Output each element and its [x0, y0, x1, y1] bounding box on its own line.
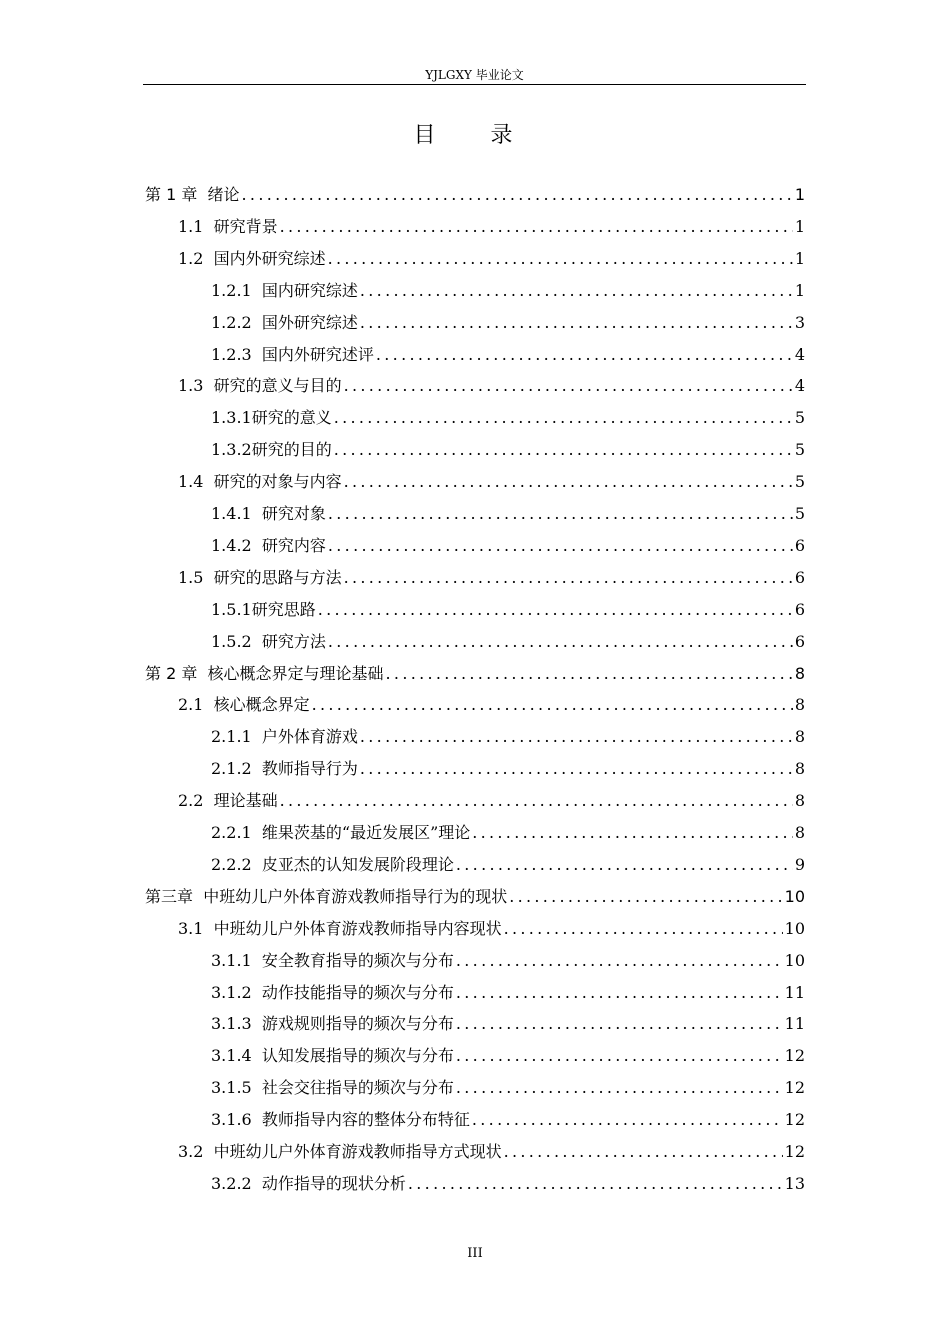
- toc-entry-page: 6: [794, 599, 805, 619]
- toc-entry-number: 第 1 章: [145, 185, 208, 204]
- toc-entry-title: 动作技能指导的频次与分布: [261, 982, 454, 1002]
- toc-entry-number: 1.2: [178, 248, 214, 268]
- toc-entry-number: 1.4.2: [211, 535, 262, 555]
- header-text: YJLGXY 毕业论文: [425, 68, 524, 82]
- toc-leader-dots: [360, 313, 793, 333]
- toc-entry-number: 1.3.1: [211, 408, 252, 428]
- toc-entry-title: 研究的对象与内容: [213, 472, 342, 492]
- toc-entry-page: 5: [794, 472, 805, 492]
- toc-leader-dots: [334, 408, 793, 428]
- toc-entry[interactable]: [211, 307, 805, 339]
- toc-entry-number: 2.2.2: [211, 854, 262, 874]
- toc-entry-page: 5: [794, 408, 805, 428]
- toc-leader-dots: [328, 504, 793, 524]
- toc-leader-dots: [328, 536, 793, 556]
- toc-entry-title: 中班幼儿户外体育游戏教师指导方式现状: [213, 1142, 502, 1161]
- toc-entry-page: 8: [794, 791, 805, 811]
- toc-entry-number: 1.3.2: [211, 440, 252, 460]
- toc-leader-dots: [456, 1078, 783, 1098]
- toc-leader-dots: [456, 951, 783, 971]
- toc-entry-number: 2.1: [178, 695, 214, 715]
- toc-entry[interactable]: [178, 689, 805, 721]
- toc-entry-title: 游戏规则指导的频次与分布: [261, 1014, 454, 1034]
- toc-entry-page: 6: [794, 567, 805, 587]
- toc-title: 目 录: [413, 123, 537, 148]
- toc-entry-title: 皮亚杰的认知发展阶段理论: [261, 854, 454, 874]
- toc-entry-title: 国外研究综述: [261, 312, 358, 332]
- toc-entry[interactable]: [178, 370, 805, 402]
- toc-entry-number: 2.2.1: [211, 823, 262, 842]
- toc-entry-number: 3.1.3: [211, 1014, 262, 1034]
- toc-entry-page: 5: [794, 440, 805, 460]
- toc-leader-dots: [328, 632, 793, 652]
- toc-entry-title: 安全教育指导的频次与分布: [261, 950, 454, 970]
- toc-entry-number: 1.4: [178, 472, 214, 492]
- toc-entry-number: 第三章: [145, 886, 204, 906]
- toc-entry-page: 8: [794, 727, 805, 747]
- toc-entry[interactable]: [211, 434, 805, 466]
- toc-entry-page: 10: [784, 950, 805, 970]
- toc-entry[interactable]: [211, 498, 805, 530]
- toc-entry-title: 研究方法: [261, 631, 326, 651]
- toc-entry[interactable]: [211, 753, 805, 785]
- toc-entry-title: 研究的思路与方法: [213, 567, 342, 587]
- toc-entry-number: 第 2 章: [145, 663, 208, 683]
- toc-entry-title: 国内研究综述: [261, 280, 358, 300]
- toc-entry[interactable]: [178, 913, 805, 945]
- toc-entry-page: 3: [794, 312, 805, 332]
- toc-leader-dots: [328, 249, 793, 269]
- toc-entry-number: 1.1: [178, 216, 214, 236]
- toc-entry[interactable]: [178, 466, 805, 498]
- toc-entry-title: 研究的目的: [251, 440, 332, 460]
- toc-entry-page: 11: [784, 1014, 805, 1034]
- toc-entry-title: 维果茨基的“最近发展区”理论: [261, 823, 471, 842]
- toc-leader-dots: [456, 1046, 783, 1066]
- toc-entry-page: 5: [794, 504, 805, 523]
- toc-entry-page: 12: [784, 1142, 805, 1161]
- toc-leader-dots: [280, 217, 793, 237]
- toc-entry-page: 4: [794, 376, 805, 396]
- toc-entry-number: 1.5: [178, 567, 214, 587]
- toc-entry-number: 3.1.2: [211, 982, 262, 1002]
- toc-entry-page: 10: [784, 886, 805, 906]
- toc-entry-page: 1: [794, 248, 805, 268]
- toc-entry-number: 1.5.2: [211, 631, 262, 651]
- toc-entry[interactable]: [211, 721, 805, 753]
- toc-entry-number: 3.2.2: [211, 1173, 262, 1193]
- toc-entry-page: 8: [794, 759, 805, 779]
- toc-entry-page: 1: [794, 280, 805, 300]
- toc-entry-number: 2.2: [178, 791, 214, 811]
- toc-entry-number: 3.1: [178, 918, 214, 938]
- toc-leader-dots: [344, 376, 793, 396]
- toc-entry-number: 3.1.6: [211, 1110, 262, 1130]
- toc-entry[interactable]: [211, 530, 805, 562]
- toc-entry[interactable]: [145, 658, 805, 690]
- toc-leader-dots: [360, 727, 793, 747]
- toc-entry[interactable]: [211, 1040, 805, 1072]
- toc-entry-page: 10: [784, 918, 805, 938]
- toc-leader-dots: [408, 1174, 783, 1194]
- toc-entry-title: 研究思路: [251, 599, 316, 619]
- toc-leader-dots: [386, 664, 793, 684]
- toc-entry-title: 研究内容: [261, 535, 326, 555]
- toc-entry-title: 核心概念界定与理论基础: [207, 663, 384, 683]
- toc-entry-title: 研究背景: [213, 216, 278, 236]
- toc-entry-number: 3.1.1: [211, 950, 262, 970]
- toc-leader-dots: [318, 600, 793, 620]
- toc-leader-dots: [334, 440, 793, 460]
- toc-entry-title: 动作指导的现状分析: [261, 1173, 406, 1193]
- toc-entry-title: 教师指导内容的整体分布特征: [261, 1110, 470, 1130]
- toc-entry[interactable]: [211, 817, 805, 849]
- toc-entry-number: 3.2: [178, 1142, 214, 1161]
- toc-entry-page: 6: [794, 535, 805, 555]
- toc-entry-number: 3.1.4: [211, 1046, 262, 1066]
- toc-leader-dots: [312, 695, 793, 715]
- toc-entry[interactable]: [211, 1168, 805, 1200]
- toc-leader-dots: [504, 919, 783, 939]
- toc-entry[interactable]: [211, 1008, 805, 1040]
- toc-leader-dots: [344, 568, 793, 588]
- toc-entry-page: 8: [794, 663, 805, 683]
- toc-entry-title: 绪论: [207, 185, 240, 204]
- toc-entry[interactable]: [145, 881, 805, 913]
- toc-leader-dots: [504, 1142, 783, 1162]
- toc-entry-number: 1.2.2: [211, 312, 262, 332]
- toc-entry[interactable]: [211, 1104, 805, 1136]
- toc-entry-page: 12: [784, 1078, 805, 1098]
- toc-entry[interactable]: [211, 1072, 805, 1104]
- toc-leader-dots: [280, 791, 793, 811]
- toc-entry-page: 4: [794, 344, 805, 364]
- toc-leader-dots: [360, 759, 793, 779]
- toc-entry-title: 中班幼儿户外体育游戏教师指导行为的现状: [203, 886, 508, 906]
- toc-entry-title: 研究对象: [261, 504, 326, 523]
- toc-leader-dots: [242, 185, 793, 205]
- toc-entry-title: 核心概念界定: [213, 695, 310, 715]
- toc-entry-number: 3.1.5: [211, 1078, 262, 1098]
- toc-entry-title: 社会交往指导的频次与分布: [261, 1078, 454, 1098]
- toc-entry[interactable]: [178, 243, 805, 275]
- toc-entry-title: 理论基础: [213, 791, 278, 811]
- toc-entry-number: 1.4.1: [211, 504, 262, 523]
- toc-entry[interactable]: [211, 945, 805, 977]
- toc-entry-page: 1: [794, 185, 805, 204]
- toc-entry[interactable]: [178, 785, 805, 817]
- toc-entry-number: 2.1.2: [211, 759, 262, 779]
- toc-entry[interactable]: [211, 977, 805, 1009]
- toc-entry[interactable]: [178, 562, 805, 594]
- toc-leader-dots: [456, 1014, 783, 1034]
- toc-entry[interactable]: [211, 339, 805, 371]
- toc-leader-dots: [376, 345, 793, 365]
- toc-entry-title: 中班幼儿户外体育游戏教师指导内容现状: [213, 918, 502, 938]
- toc-entry-number: 2.1.1: [211, 727, 262, 747]
- toc-entry[interactable]: [178, 211, 805, 243]
- toc-entry-page: 12: [784, 1046, 805, 1066]
- toc-entry-title: 研究的意义与目的: [213, 376, 342, 396]
- toc-entry-number: 1.3: [178, 376, 214, 396]
- toc-entry-page: 11: [784, 982, 805, 1002]
- toc-entry-page: 6: [794, 631, 805, 651]
- toc-leader-dots: [472, 1110, 783, 1130]
- toc-leader-dots: [472, 823, 793, 843]
- toc-entry-number: 1.5.1: [211, 599, 252, 619]
- toc-entry-page: 12: [784, 1110, 805, 1130]
- toc-entry-title: 国内外研究综述: [213, 248, 326, 268]
- toc-entry[interactable]: [211, 626, 805, 658]
- toc-entry[interactable]: [145, 179, 805, 211]
- toc-leader-dots: [509, 887, 782, 907]
- toc-entry-title: 研究的意义: [251, 408, 332, 428]
- toc-entry-title: 户外体育游戏: [261, 727, 358, 747]
- toc-entry-number: 1.2.3: [211, 344, 262, 364]
- toc-entry-page: 1: [794, 216, 805, 236]
- toc-entry-page: 8: [794, 695, 805, 715]
- toc-entry[interactable]: [211, 849, 805, 881]
- toc-entry-title: 国内外研究述评: [261, 344, 374, 364]
- toc-leader-dots: [456, 983, 783, 1003]
- toc-entry-number: 1.2.1: [211, 280, 262, 300]
- toc-entry[interactable]: [178, 1136, 805, 1168]
- toc-entry[interactable]: [211, 594, 805, 626]
- page-number: III: [467, 1246, 483, 1261]
- toc-leader-dots: [360, 281, 793, 301]
- toc-entry-title: 认知发展指导的频次与分布: [261, 1046, 454, 1066]
- toc-entry-page: 13: [784, 1173, 805, 1193]
- toc-entry-page: 9: [794, 854, 805, 874]
- toc-entry-title: 教师指导行为: [261, 759, 358, 779]
- toc-entry[interactable]: [211, 275, 805, 307]
- toc-entry[interactable]: [211, 402, 805, 434]
- page-header: [143, 66, 806, 85]
- toc-entry-page: 8: [794, 823, 805, 842]
- toc-leader-dots: [344, 472, 793, 492]
- toc-leader-dots: [456, 855, 793, 875]
